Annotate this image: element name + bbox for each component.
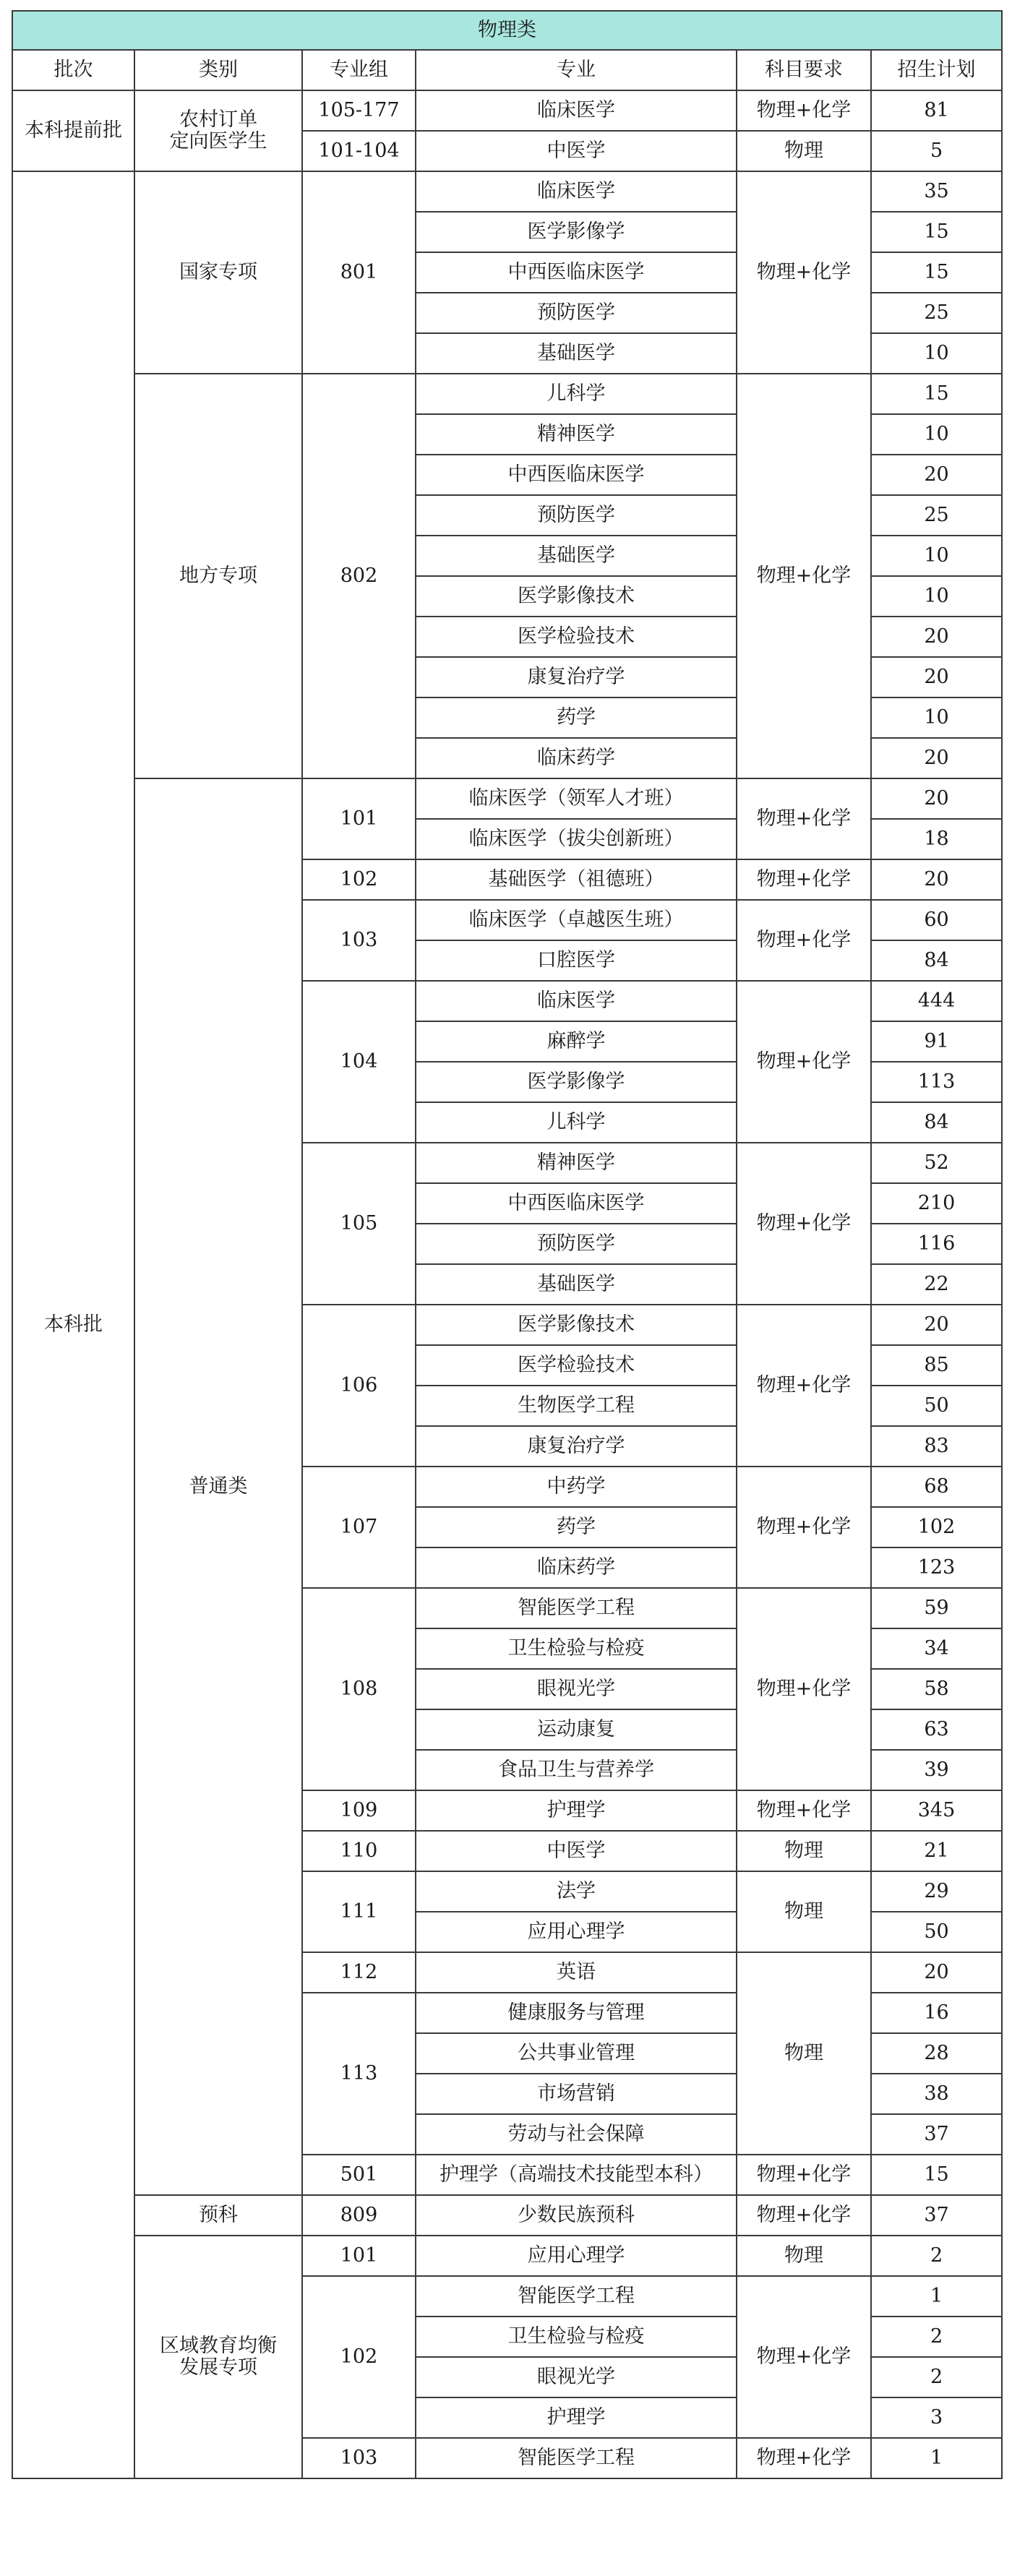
major-cell: 基础医学: [416, 536, 737, 576]
major-cell: 预防医学: [416, 293, 737, 333]
plan-cell: 1: [871, 2276, 1002, 2317]
major-cell: 生物医学工程: [416, 1386, 737, 1426]
requirement-cell: 物理: [737, 131, 871, 171]
major-cell: 公共事业管理: [416, 2033, 737, 2074]
plan-cell: 16: [871, 1993, 1002, 2033]
banner-row: [12, 11, 1002, 50]
plan-cell: 20: [871, 738, 1002, 778]
major-cell: 临床药学: [416, 738, 737, 778]
major-cell: 护理学（高端技术技能型本科）: [416, 2155, 737, 2195]
requirement-cell: 物理: [737, 1871, 871, 1952]
major-cell: 医学影像技术: [416, 576, 737, 617]
group-code-cell: 801: [302, 171, 416, 374]
major-cell: 劳动与社会保障: [416, 2114, 737, 2155]
plan-cell: 68: [871, 1467, 1002, 1507]
requirement-cell: 物理+化学: [737, 2438, 871, 2478]
plan-cell: 15: [871, 374, 1002, 414]
plan-cell: 15: [871, 212, 1002, 252]
major-cell: 儿科学: [416, 1102, 737, 1143]
group-code-cell: 103: [302, 2438, 416, 2478]
plan-cell: 20: [871, 1952, 1002, 1993]
major-cell: 中西医临床医学: [416, 1183, 737, 1224]
plan-cell: 102: [871, 1507, 1002, 1547]
table-row: [12, 2195, 1002, 2236]
table-row: [12, 374, 1002, 414]
header-batch: 批次: [12, 50, 134, 90]
major-cell: 医学检验技术: [416, 617, 737, 657]
header-major: 专业: [416, 50, 737, 90]
category-line: 发展专项: [179, 2356, 257, 2379]
major-cell: 英语: [416, 1952, 737, 1993]
category-cell: [134, 778, 302, 2195]
category-line: 地方专项: [179, 564, 257, 587]
plan-cell: 84: [871, 940, 1002, 981]
major-cell: 健康服务与管理: [416, 1993, 737, 2033]
major-cell: 少数民族预科: [416, 2195, 737, 2236]
requirement-cell: 物理+化学: [737, 1467, 871, 1588]
group-code-cell: 802: [302, 374, 416, 778]
major-cell: 运动康复: [416, 1709, 737, 1750]
plan-cell: 10: [871, 576, 1002, 617]
header-plan: 招生计划: [871, 50, 1002, 90]
plan-cell: 38: [871, 2074, 1002, 2114]
major-cell: 临床医学（领军人才班）: [416, 778, 737, 819]
major-cell: 中西医临床医学: [416, 455, 737, 495]
major-cell: 医学影像学: [416, 212, 737, 252]
major-cell: 基础医学: [416, 1264, 737, 1305]
group-code-cell: 107: [302, 1467, 416, 1588]
plan-cell: 345: [871, 1790, 1002, 1831]
major-cell: 临床医学: [416, 90, 737, 131]
category-line: 普通类: [189, 1475, 248, 1498]
enrollment-plan-table: [12, 10, 1003, 2479]
plan-cell: 83: [871, 1426, 1002, 1467]
plan-cell: 20: [871, 657, 1002, 697]
category-cell: [134, 171, 302, 374]
category-line: 农村订单: [179, 108, 257, 131]
major-cell: 中医学: [416, 131, 737, 171]
plan-cell: 63: [871, 1709, 1002, 1750]
major-cell: 智能医学工程: [416, 2276, 737, 2317]
group-code-cell: 102: [302, 859, 416, 900]
major-cell: 医学影像技术: [416, 1305, 737, 1345]
major-cell: 应用心理学: [416, 2236, 737, 2276]
major-cell: 食品卫生与营养学: [416, 1750, 737, 1790]
major-cell: 预防医学: [416, 495, 737, 536]
major-cell: 儿科学: [416, 374, 737, 414]
major-cell: 中医学: [416, 1831, 737, 1871]
plan-cell: 113: [871, 1062, 1002, 1102]
requirement-cell: 物理: [737, 1952, 871, 2155]
major-cell: 医学影像学: [416, 1062, 737, 1102]
major-cell: 眼视光学: [416, 1669, 737, 1709]
major-cell: 卫生检验与检疫: [416, 2317, 737, 2357]
plan-cell: 210: [871, 1183, 1002, 1224]
major-cell: 精神医学: [416, 414, 737, 455]
table-row: [12, 90, 1002, 131]
group-code-cell: 101: [302, 778, 416, 859]
plan-cell: 5: [871, 131, 1002, 171]
group-code-cell: 113: [302, 1993, 416, 2155]
table-row: [12, 2236, 1002, 2276]
group-code-cell: 101-104: [302, 131, 416, 171]
major-cell: 应用心理学: [416, 1912, 737, 1952]
major-cell: 基础医学（祖德班）: [416, 859, 737, 900]
plan-cell: 10: [871, 697, 1002, 738]
plan-cell: 34: [871, 1628, 1002, 1669]
category-cell: [134, 2236, 302, 2478]
major-cell: 卫生检验与检疫: [416, 1628, 737, 1669]
plan-cell: 50: [871, 1912, 1002, 1952]
major-cell: 精神医学: [416, 1143, 737, 1183]
requirement-cell: 物理+化学: [737, 1790, 871, 1831]
requirement-cell: 物理+化学: [737, 171, 871, 374]
major-cell: 市场营销: [416, 2074, 737, 2114]
plan-cell: 123: [871, 1547, 1002, 1588]
plan-cell: 20: [871, 778, 1002, 819]
plan-cell: 1: [871, 2438, 1002, 2478]
major-cell: 康复治疗学: [416, 657, 737, 697]
plan-cell: 29: [871, 1871, 1002, 1912]
plan-cell: 444: [871, 981, 1002, 1021]
plan-cell: 37: [871, 2114, 1002, 2155]
category-line: 区域教育均衡: [160, 2335, 277, 2357]
plan-cell: 15: [871, 2155, 1002, 2195]
category-cell: [134, 2195, 302, 2236]
category-line: 国家专项: [179, 261, 257, 283]
plan-cell: 18: [871, 819, 1002, 859]
category-cell: [134, 90, 302, 171]
category-cell: [134, 374, 302, 778]
table-body: [12, 90, 1002, 2478]
major-cell: 药学: [416, 697, 737, 738]
major-cell: 中药学: [416, 1467, 737, 1507]
group-code-cell: 109: [302, 1790, 416, 1831]
plan-cell: 20: [871, 455, 1002, 495]
plan-cell: 39: [871, 1750, 1002, 1790]
requirement-cell: 物理+化学: [737, 1143, 871, 1305]
plan-cell: 10: [871, 414, 1002, 455]
plan-cell: 20: [871, 859, 1002, 900]
major-cell: 眼视光学: [416, 2357, 737, 2397]
plan-cell: 58: [871, 1669, 1002, 1709]
plan-cell: 28: [871, 2033, 1002, 2074]
major-cell: 法学: [416, 1871, 737, 1912]
plan-cell: 81: [871, 90, 1002, 131]
major-cell: 中西医临床医学: [416, 252, 737, 293]
group-code-cell: 108: [302, 1588, 416, 1790]
group-code-cell: 105: [302, 1143, 416, 1305]
plan-cell: 10: [871, 333, 1002, 374]
batch-cell: 本科批: [12, 171, 134, 2478]
major-cell: 护理学: [416, 2397, 737, 2438]
category-line: 定向医学生: [169, 130, 267, 153]
requirement-cell: 物理+化学: [737, 2195, 871, 2236]
plan-cell: 21: [871, 1831, 1002, 1871]
group-code-cell: 501: [302, 2155, 416, 2195]
plan-cell: 2: [871, 2236, 1002, 2276]
batch-cell: 本科提前批: [12, 90, 134, 171]
plan-cell: 37: [871, 2195, 1002, 2236]
major-cell: 智能医学工程: [416, 2438, 737, 2478]
major-cell: 康复治疗学: [416, 1426, 737, 1467]
major-cell: 基础医学: [416, 333, 737, 374]
major-cell: 预防医学: [416, 1224, 737, 1264]
major-cell: 护理学: [416, 1790, 737, 1831]
table-banner: 物理类: [12, 11, 1002, 50]
plan-cell: 85: [871, 1345, 1002, 1386]
plan-cell: 2: [871, 2317, 1002, 2357]
requirement-cell: 物理+化学: [737, 1588, 871, 1790]
major-cell: 临床药学: [416, 1547, 737, 1588]
group-code-cell: 809: [302, 2195, 416, 2236]
requirement-cell: 物理+化学: [737, 90, 871, 131]
major-cell: 临床医学: [416, 171, 737, 212]
major-cell: 临床医学（卓越医生班）: [416, 900, 737, 940]
plan-cell: 52: [871, 1143, 1002, 1183]
plan-cell: 15: [871, 252, 1002, 293]
plan-cell: 10: [871, 536, 1002, 576]
major-cell: 药学: [416, 1507, 737, 1547]
major-cell: 临床医学（拔尖创新班）: [416, 819, 737, 859]
plan-cell: 22: [871, 1264, 1002, 1305]
requirement-cell: 物理+化学: [737, 374, 871, 778]
plan-cell: 20: [871, 1305, 1002, 1345]
major-cell: 口腔医学: [416, 940, 737, 981]
requirement-cell: 物理+化学: [737, 2155, 871, 2195]
requirement-cell: 物理+化学: [737, 2276, 871, 2438]
header-category: 类别: [134, 50, 302, 90]
requirement-cell: 物理+化学: [737, 778, 871, 859]
header-row: [12, 50, 1002, 90]
group-code-cell: 104: [302, 981, 416, 1143]
plan-cell: 84: [871, 1102, 1002, 1143]
group-code-cell: 110: [302, 1831, 416, 1871]
group-code-cell: 103: [302, 900, 416, 981]
plan-cell: 91: [871, 1021, 1002, 1062]
header-group: 专业组: [302, 50, 416, 90]
plan-cell: 35: [871, 171, 1002, 212]
plan-cell: 3: [871, 2397, 1002, 2438]
category-line: 预科: [199, 2204, 238, 2226]
plan-cell: 25: [871, 293, 1002, 333]
group-code-cell: 101: [302, 2236, 416, 2276]
table-row: [12, 778, 1002, 819]
group-code-cell: 106: [302, 1305, 416, 1467]
plan-cell: 60: [871, 900, 1002, 940]
requirement-cell: 物理+化学: [737, 981, 871, 1143]
major-cell: 医学检验技术: [416, 1345, 737, 1386]
plan-cell: 20: [871, 617, 1002, 657]
plan-cell: 25: [871, 495, 1002, 536]
group-code-cell: 111: [302, 1871, 416, 1952]
group-code-cell: 102: [302, 2276, 416, 2438]
requirement-cell: 物理: [737, 1831, 871, 1871]
group-code-cell: 105-177: [302, 90, 416, 131]
requirement-cell: 物理+化学: [737, 900, 871, 981]
group-code-cell: 112: [302, 1952, 416, 1993]
plan-cell: 50: [871, 1386, 1002, 1426]
requirement-cell: 物理+化学: [737, 859, 871, 900]
requirement-cell: 物理+化学: [737, 1305, 871, 1467]
plan-cell: 59: [871, 1588, 1002, 1628]
major-cell: 临床医学: [416, 981, 737, 1021]
plan-cell: 116: [871, 1224, 1002, 1264]
major-cell: 麻醉学: [416, 1021, 737, 1062]
plan-cell: 2: [871, 2357, 1002, 2397]
header-requirement: 科目要求: [737, 50, 871, 90]
table-row: [12, 171, 1002, 212]
requirement-cell: 物理: [737, 2236, 871, 2276]
major-cell: 智能医学工程: [416, 1588, 737, 1628]
